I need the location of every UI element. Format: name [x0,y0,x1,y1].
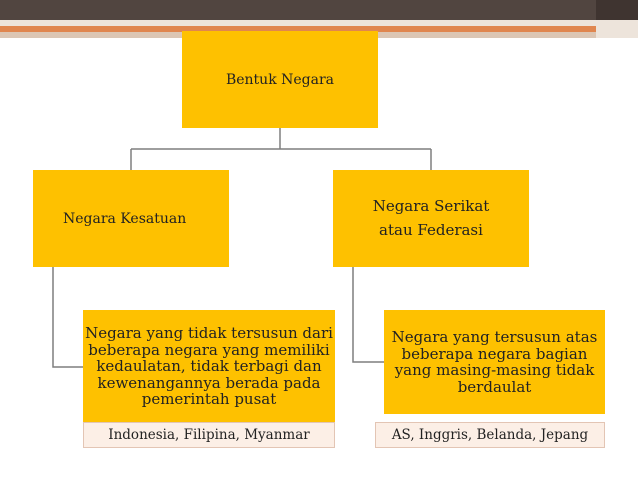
definition-line: Negara yang tersusun atas [391,328,598,346]
branch-node-kesatuan [33,170,229,267]
definition-text [85,325,333,408]
branch-label: Negara Kesatuan [63,210,187,227]
examples-text: Indonesia, Filipina, Myanmar [108,427,310,443]
examples-serikat [375,422,605,448]
definition-line: berdaulat [457,377,532,396]
examples-kesatuan [83,422,335,448]
definition-node-kesatuan [83,310,335,423]
definition-text [392,329,598,395]
definition-line: beberapa negara bagian [401,344,588,363]
root-node [182,31,378,128]
definition-line: beberapa negara yang memiliki [88,340,330,359]
root-label: Bentuk Negara [225,71,335,88]
examples-text: AS, Inggris, Belanda, Jepang [391,427,589,443]
definition-line: kewenangannya berada pada [97,373,321,392]
definition-line: yang masing-masing tidak [394,361,595,379]
definition-line: Negara yang tidak tersusun dari [85,324,333,343]
branch-label-line: Negara Serikat [372,197,490,216]
branch-label [373,195,490,242]
definition-node-serikat [384,310,605,414]
right-child-connector [353,267,384,362]
definition-line: pemerintah pusat [141,390,277,409]
left-child-connector [53,267,83,367]
branch-label-line: atau Federasi [379,220,483,239]
branch-node-serikat [333,170,529,267]
definition-line: kedaulatan, tidak terbagi dan [96,357,322,376]
